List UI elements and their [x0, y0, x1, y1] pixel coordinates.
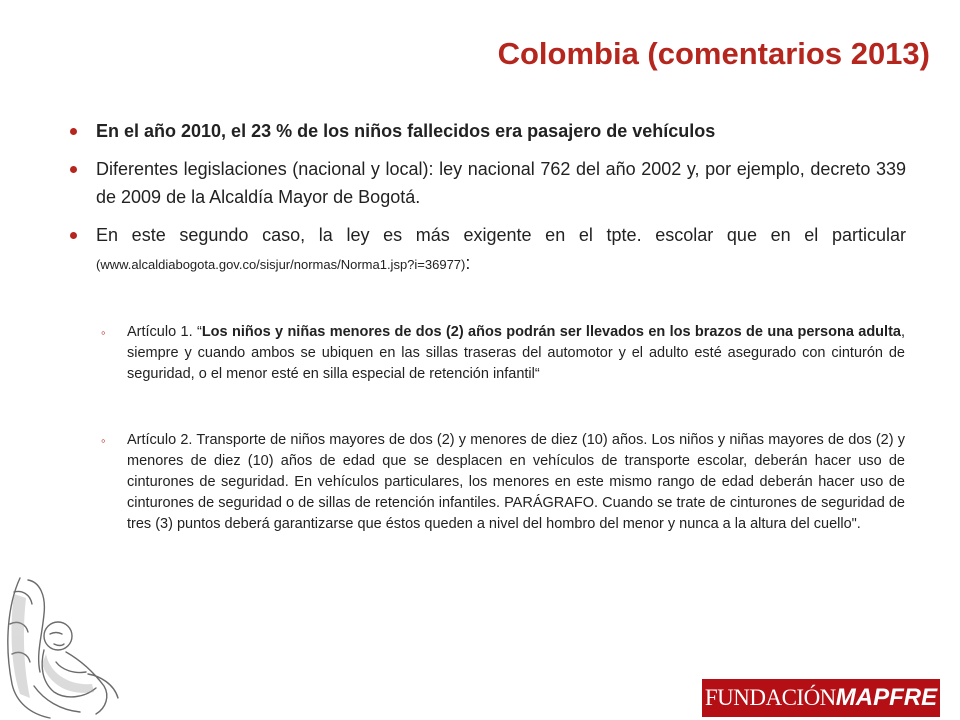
bullet-list	[96, 117, 906, 289]
article-1-prefix: Artículo 1. “	[127, 324, 202, 340]
article-2	[101, 430, 905, 535]
slide-title: Colombia (comentarios 2013)	[497, 36, 930, 71]
logo-text-fundacion: FUNDACIÓN	[704, 685, 836, 710]
sub-bullet-marker: ◦	[101, 433, 106, 448]
article-2-text: Artículo 2. Transporte de niños mayores de dos (2) y menores de diez (10) años. Los niños y niñas mayores de dos (2) y menores de diez (10) años de edad que se desplacen en vehículos de transporte escolar, deberán hacer uso de cinturones de seguridad. En vehículos particulares, los menores en este mismo rango de edad deberán hacer uso de cinturones de seguridad o de sillas de retención infantiles. PARÁGRAFO. Cuando se trate de cinturones de seguridad de tres (3) puntos deberá garantizarse que éstos queden a nivel del hombro del menor y nunca a la altura del cuello".	[127, 432, 905, 532]
fundacion-mapfre-logo	[702, 679, 940, 717]
reference-url: (www.alcaldiabogota.gov.co/sisjur/normas/Norma1.jsp?i=36977)	[96, 257, 466, 272]
bullet-item-3	[96, 221, 906, 279]
bullet-item-1: En el año 2010, el 23 % de los niños fallecidos era pasajero de vehículos	[96, 117, 906, 145]
article-1-bold: Los niños y niñas menores de dos (2) años podrán ser llevados en los brazos de una persona adulta	[201, 324, 901, 340]
logo-text-mapfre: MAPFRE	[835, 684, 938, 711]
article-1-rest: , siempre y cuando ambos se ubiquen en las sillas traseras del automotor y el adulto esté asegurado con cinturón de seguridad, o el menor esté en silla especial de retención infantil“	[127, 324, 905, 382]
bullet-item-3-text: En este segundo caso, la ley es más exigente en el tpte. escolar que en el particular	[96, 225, 906, 245]
bullet-item-2: Diferentes legislaciones (nacional y local): ley nacional 762 del año 2002 y, por ejemplo, decreto 339 de 2009 de la Alcaldía Mayor de Bogotá.	[96, 155, 906, 211]
bullet-item-3-suffix: :	[465, 253, 471, 273]
article-1	[101, 322, 905, 385]
sub-bullet-marker: ◦	[101, 325, 106, 340]
child-car-seat-illustration	[0, 574, 124, 720]
